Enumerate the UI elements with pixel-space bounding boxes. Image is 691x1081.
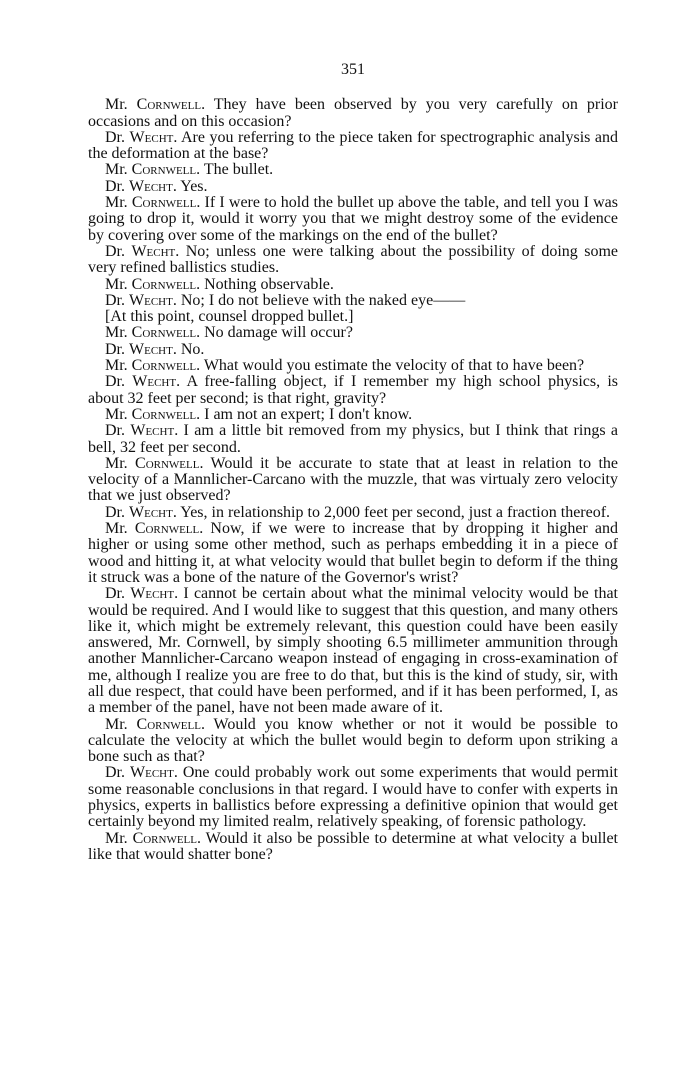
transcript-paragraph xyxy=(88,765,618,830)
testimony-text: . They have been observed by you very carefully on prior occasions and on this occasion? xyxy=(88,96,618,130)
testimony-text: . I am not an expert; I don't know. xyxy=(196,405,413,423)
speaker-title: Mr. xyxy=(105,96,137,114)
testimony-text: . Would it also be possible to determine at what velocity a bullet like that would shatter bone? xyxy=(88,829,619,863)
transcript-paragraph xyxy=(88,505,618,521)
testimony-text: . Would it be accurate to state that at least in relation to the velocity of a Mannlicher-Carcano with the muzzle, that was virtualy zero velocity that we just observed? xyxy=(88,454,618,505)
transcript-paragraph xyxy=(88,195,618,244)
transcript-paragraph xyxy=(88,179,618,195)
transcript-paragraph xyxy=(88,423,618,456)
transcript-paragraph xyxy=(88,717,618,766)
speaker-title: Mr. xyxy=(105,161,132,179)
speaker-name: Wecht xyxy=(129,177,173,195)
speaker-name: Wecht xyxy=(129,340,173,358)
testimony-text: [At this point, counsel dropped bullet.] xyxy=(105,308,354,326)
testimony-text: . No. xyxy=(172,340,205,358)
speaker-title: Dr. xyxy=(105,373,133,391)
testimony-text: . What would you estimate the velocity of that to have been? xyxy=(196,357,585,375)
speaker-name: Cornwell xyxy=(136,96,202,114)
speaker-name: Wecht xyxy=(130,764,174,782)
speaker-title: Mr. xyxy=(105,324,132,342)
speaker-name: Cornwell xyxy=(131,357,197,375)
testimony-text: . Are you referring to the piece taken for spectrographic analysis and the deformation at the base? xyxy=(88,128,619,163)
testimony-text: . Would you know whether or not it would be possible to calculate the velocity at which the bullet would begin to deform upon striking a bone such as that? xyxy=(88,715,619,766)
transcript-page xyxy=(88,62,618,863)
speaker-title: Dr. xyxy=(105,291,129,309)
speaker-name: Wecht xyxy=(129,503,173,521)
transcript-paragraph xyxy=(88,374,618,407)
testimony-text: . If I were to hold the bullet up above the table, and tell you I was going to drop it, would it worry you that we might destroy some of the evidence by covering over some of the markings on the end of the bullet? xyxy=(88,194,618,244)
testimony-text: . Yes, in relationship to 2,000 feet per second, just a fraction thereof. xyxy=(172,503,611,521)
speaker-title: Mr. xyxy=(105,829,133,847)
speaker-name: Cornwell xyxy=(131,405,197,423)
speaker-name: Wecht xyxy=(130,585,175,603)
speaker-title: Mr. xyxy=(105,405,132,423)
page-number: 351 xyxy=(341,61,365,78)
testimony-text: . No; I do not believe with the naked eye—— xyxy=(172,291,466,309)
speaker-name: Cornwell xyxy=(134,520,200,538)
transcript-paragraph xyxy=(88,130,618,163)
testimony-text: . The bullet. xyxy=(196,161,274,179)
speaker-name: Wecht xyxy=(132,373,177,391)
speaker-title: Mr. xyxy=(105,194,132,212)
testimony-text: . Yes. xyxy=(172,177,208,195)
testimony-text: . No; unless one were talking about the possibility of doing some very refined ballistics studies. xyxy=(88,242,618,277)
transcript-paragraph xyxy=(88,521,618,586)
transcript-paragraph xyxy=(88,162,618,178)
speaker-name: Cornwell xyxy=(132,829,197,847)
transcript-paragraph xyxy=(88,277,618,293)
speaker-title: Mr. xyxy=(105,715,137,733)
transcript-paragraph xyxy=(88,325,618,341)
speaker-name: Cornwell xyxy=(135,454,200,472)
transcript-paragraph xyxy=(88,586,618,716)
speaker-name: Wecht xyxy=(129,291,173,309)
testimony-text: . Now, if we were to increase that by dropping it higher and higher or using some other method, such as perhaps embedding it in a piece of wood and hitting it, at what velocity would that bullet begin to deform if the thing it struck was a bone of the nature of the Governor's wrist? xyxy=(88,520,618,586)
speaker-title: Dr. xyxy=(105,503,129,521)
transcript-paragraph xyxy=(88,97,618,130)
speaker-name: Cornwell xyxy=(136,715,201,733)
transcript-body xyxy=(88,97,618,863)
speaker-title: Dr. xyxy=(105,422,131,440)
speaker-title: Dr. xyxy=(105,128,130,146)
speaker-title: Dr. xyxy=(105,177,129,195)
speaker-title: Dr. xyxy=(105,242,132,260)
speaker-name: Wecht xyxy=(130,422,175,440)
speaker-name: Cornwell xyxy=(131,324,197,342)
speaker-name: Cornwell xyxy=(131,194,197,212)
transcript-paragraph xyxy=(88,309,618,325)
speaker-name: Cornwell xyxy=(131,161,197,179)
speaker-title: Mr. xyxy=(105,357,132,375)
testimony-text: . No damage will occur? xyxy=(196,324,353,342)
testimony-text: . I cannot be certain about what the minimal velocity would be that would be required. And I would like to suggest that this question, and many others like it, which might be extremely relevant, this question could have been easily answered, Mr. Cornwell, by simply shooting 6.5 millimeter ammunition through another Mannlicher-Carcano weapon instead of engaging in cross-examination of me, although I realize you are free to do that, but this is the kind of study, sir, with all due respect, that could have been performed, and if it has been performed, I, as a member of the panel, have not been made aware of it. xyxy=(88,585,618,717)
speaker-name: Wecht xyxy=(129,128,174,146)
transcript-paragraph xyxy=(88,456,618,505)
transcript-paragraph xyxy=(88,358,618,374)
speaker-title: Mr. xyxy=(105,454,136,472)
testimony-text: . I am a little bit removed from my physics, but I think that rings a bell, 32 feet per second. xyxy=(88,422,618,456)
speaker-name: Wecht xyxy=(131,242,176,260)
transcript-paragraph xyxy=(88,342,618,358)
transcript-paragraph xyxy=(88,831,618,864)
testimony-text: . A free-falling object, if I remember my high school physics, is about 32 feet per second; is that right, gravity? xyxy=(88,373,619,407)
speaker-title: Dr. xyxy=(105,585,131,603)
speaker-title: Mr. xyxy=(105,520,135,538)
speaker-name: Cornwell xyxy=(131,275,197,293)
testimony-text: . One could probably work out some experiments that would permit some reasonable conclusions in that regard. I would have to confer with experts in physics, experts in ballistics before expressing a definitive opinion that would get certainly beyond my limited realm, relatively speaking, of forensic pathology. xyxy=(88,764,619,831)
transcript-paragraph xyxy=(88,244,618,277)
transcript-paragraph xyxy=(88,407,618,423)
testimony-text: . Nothing observable. xyxy=(196,275,334,293)
speaker-title: Mr. xyxy=(105,275,132,293)
transcript-paragraph xyxy=(88,293,618,309)
speaker-title: Dr. xyxy=(105,764,131,782)
speaker-title: Dr. xyxy=(105,340,129,358)
